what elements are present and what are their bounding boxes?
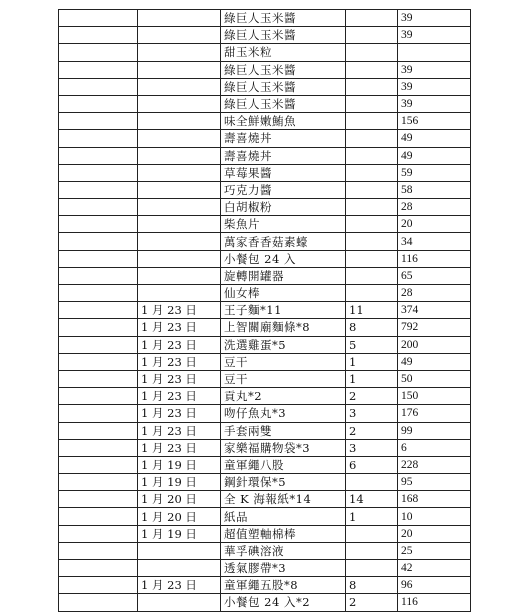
table-row xyxy=(59,78,471,95)
blank-cell xyxy=(59,370,138,387)
date-cell xyxy=(138,285,221,302)
amount-cell: 20 xyxy=(398,216,471,233)
blank-cell xyxy=(59,405,138,422)
date-cell xyxy=(138,95,221,112)
amount-cell: 156 xyxy=(398,113,471,130)
table-row xyxy=(59,370,471,387)
quantity-cell xyxy=(346,130,398,147)
amount-cell: 49 xyxy=(398,147,471,164)
date-cell: 1 月 23 日 xyxy=(138,388,221,405)
amount-cell: 150 xyxy=(398,388,471,405)
blank-cell xyxy=(59,474,138,491)
table-row xyxy=(59,216,471,233)
table-row xyxy=(59,525,471,542)
blank-cell xyxy=(59,216,138,233)
blank-cell xyxy=(59,250,138,267)
item-cell: 鋼針環保*5 xyxy=(221,474,346,491)
table-row xyxy=(59,319,471,336)
amount-cell: 168 xyxy=(398,491,471,508)
amount-cell: 20 xyxy=(398,525,471,542)
blank-cell xyxy=(59,267,138,284)
table-row xyxy=(59,95,471,112)
blank-cell xyxy=(59,542,138,559)
item-cell: 味全鮮嫩鮪魚 xyxy=(221,113,346,130)
item-cell: 小餐包 24 入*2 xyxy=(221,594,346,611)
table-row xyxy=(59,508,471,525)
item-cell: 壽喜燒丼 xyxy=(221,147,346,164)
table-row xyxy=(59,474,471,491)
date-cell xyxy=(138,130,221,147)
blank-cell xyxy=(59,508,138,525)
amount-cell: 42 xyxy=(398,560,471,577)
item-cell: 王子麵*11 xyxy=(221,302,346,319)
date-cell xyxy=(138,61,221,78)
date-cell xyxy=(138,594,221,611)
table-row xyxy=(59,577,471,594)
amount-cell: 58 xyxy=(398,181,471,198)
amount-cell: 99 xyxy=(398,422,471,439)
blank-cell xyxy=(59,27,138,44)
quantity-cell xyxy=(346,44,398,61)
quantity-cell xyxy=(346,474,398,491)
date-cell xyxy=(138,233,221,250)
item-cell: 綠巨人玉米醬 xyxy=(221,10,346,27)
date-cell: 1 月 19 日 xyxy=(138,525,221,542)
amount-cell: 34 xyxy=(398,233,471,250)
amount-cell: 28 xyxy=(398,285,471,302)
date-cell xyxy=(138,250,221,267)
date-cell xyxy=(138,113,221,130)
table-row xyxy=(59,130,471,147)
quantity-cell: 14 xyxy=(346,491,398,508)
blank-cell xyxy=(59,78,138,95)
item-cell: 紙品 xyxy=(221,508,346,525)
quantity-cell: 2 xyxy=(346,422,398,439)
item-cell: 壽喜燒丼 xyxy=(221,130,346,147)
blank-cell xyxy=(59,181,138,198)
blank-cell xyxy=(59,353,138,370)
table-row xyxy=(59,233,471,250)
blank-cell xyxy=(59,285,138,302)
item-cell: 仙女棒 xyxy=(221,285,346,302)
quantity-cell: 11 xyxy=(346,302,398,319)
date-cell xyxy=(138,542,221,559)
blank-cell xyxy=(59,95,138,112)
item-cell: 綠巨人玉米醬 xyxy=(221,61,346,78)
amount-cell: 50 xyxy=(398,370,471,387)
table-row xyxy=(59,302,471,319)
quantity-cell: 3 xyxy=(346,405,398,422)
table-row xyxy=(59,285,471,302)
quantity-cell: 1 xyxy=(346,353,398,370)
date-cell: 1 月 19 日 xyxy=(138,474,221,491)
table-row xyxy=(59,267,471,284)
table-row xyxy=(59,164,471,181)
date-cell xyxy=(138,267,221,284)
amount-cell: 116 xyxy=(398,250,471,267)
item-cell: 綠巨人玉米醬 xyxy=(221,27,346,44)
blank-cell xyxy=(59,199,138,216)
blank-cell xyxy=(59,577,138,594)
blank-cell xyxy=(59,61,138,78)
table-row xyxy=(59,353,471,370)
item-cell: 全 K 海報紙*14 xyxy=(221,491,346,508)
date-cell: 1 月 23 日 xyxy=(138,439,221,456)
table-row xyxy=(59,199,471,216)
date-cell xyxy=(138,199,221,216)
table-row xyxy=(59,61,471,78)
quantity-cell: 8 xyxy=(346,319,398,336)
item-cell: 巧克力醬 xyxy=(221,181,346,198)
amount-cell: 228 xyxy=(398,456,471,473)
item-cell: 貢丸*2 xyxy=(221,388,346,405)
quantity-cell xyxy=(346,216,398,233)
quantity-cell xyxy=(346,113,398,130)
table-row xyxy=(59,44,471,61)
item-cell: 萬家香香菇素蠔 xyxy=(221,233,346,250)
date-cell: 1 月 23 日 xyxy=(138,370,221,387)
amount-cell: 49 xyxy=(398,353,471,370)
blank-cell xyxy=(59,422,138,439)
quantity-cell: 5 xyxy=(346,336,398,353)
table-row xyxy=(59,422,471,439)
blank-cell xyxy=(59,113,138,130)
quantity-cell xyxy=(346,542,398,559)
table-row xyxy=(59,456,471,473)
amount-cell: 25 xyxy=(398,542,471,559)
item-cell: 超值塑軸棉棒 xyxy=(221,525,346,542)
amount-cell: 49 xyxy=(398,130,471,147)
amount-cell: 39 xyxy=(398,95,471,112)
table-row xyxy=(59,405,471,422)
date-cell: 1 月 23 日 xyxy=(138,422,221,439)
blank-cell xyxy=(59,439,138,456)
quantity-cell: 1 xyxy=(346,508,398,525)
amount-cell: 792 xyxy=(398,319,471,336)
table-row xyxy=(59,560,471,577)
amount-cell: 65 xyxy=(398,267,471,284)
amount-cell xyxy=(398,44,471,61)
item-cell: 童軍繩五股*8 xyxy=(221,577,346,594)
amount-cell: 95 xyxy=(398,474,471,491)
date-cell xyxy=(138,10,221,27)
table-row xyxy=(59,542,471,559)
date-cell: 1 月 23 日 xyxy=(138,302,221,319)
item-cell: 豆干 xyxy=(221,353,346,370)
amount-cell: 39 xyxy=(398,61,471,78)
date-cell: 1 月 20 日 xyxy=(138,508,221,525)
item-cell: 洗選雞蛋*5 xyxy=(221,336,346,353)
amount-cell: 28 xyxy=(398,199,471,216)
date-cell: 1 月 23 日 xyxy=(138,405,221,422)
quantity-cell xyxy=(346,61,398,78)
quantity-cell xyxy=(346,233,398,250)
amount-cell: 176 xyxy=(398,405,471,422)
table-row xyxy=(59,147,471,164)
date-cell xyxy=(138,216,221,233)
item-cell: 白胡椒粉 xyxy=(221,199,346,216)
table-row xyxy=(59,439,471,456)
item-cell: 旋轉開罐器 xyxy=(221,267,346,284)
date-cell xyxy=(138,44,221,61)
amount-cell: 10 xyxy=(398,508,471,525)
expense-table-body xyxy=(59,10,471,612)
table-row xyxy=(59,491,471,508)
date-cell xyxy=(138,560,221,577)
quantity-cell: 2 xyxy=(346,388,398,405)
date-cell: 1 月 23 日 xyxy=(138,577,221,594)
item-cell: 吻仔魚丸*3 xyxy=(221,405,346,422)
quantity-cell xyxy=(346,27,398,44)
blank-cell xyxy=(59,233,138,250)
blank-cell xyxy=(59,456,138,473)
table-row xyxy=(59,336,471,353)
blank-cell xyxy=(59,560,138,577)
table-row xyxy=(59,181,471,198)
date-cell xyxy=(138,78,221,95)
quantity-cell xyxy=(346,267,398,284)
date-cell: 1 月 23 日 xyxy=(138,319,221,336)
date-cell: 1 月 20 日 xyxy=(138,491,221,508)
quantity-cell xyxy=(346,10,398,27)
table-row xyxy=(59,388,471,405)
amount-cell: 6 xyxy=(398,439,471,456)
item-cell: 甜玉米粒 xyxy=(221,44,346,61)
blank-cell xyxy=(59,319,138,336)
amount-cell: 200 xyxy=(398,336,471,353)
blank-cell xyxy=(59,491,138,508)
item-cell: 柴魚片 xyxy=(221,216,346,233)
expense-table xyxy=(58,9,471,612)
amount-cell: 59 xyxy=(398,164,471,181)
blank-cell xyxy=(59,164,138,181)
blank-cell xyxy=(59,10,138,27)
blank-cell xyxy=(59,388,138,405)
quantity-cell xyxy=(346,199,398,216)
table-row xyxy=(59,594,471,611)
item-cell: 豆干 xyxy=(221,370,346,387)
item-cell: 華孚碘溶液 xyxy=(221,542,346,559)
quantity-cell: 6 xyxy=(346,456,398,473)
item-cell: 家樂福購物袋*3 xyxy=(221,439,346,456)
amount-cell: 39 xyxy=(398,78,471,95)
quantity-cell xyxy=(346,147,398,164)
quantity-cell: 1 xyxy=(346,370,398,387)
quantity-cell: 8 xyxy=(346,577,398,594)
table-row xyxy=(59,250,471,267)
quantity-cell xyxy=(346,285,398,302)
quantity-cell xyxy=(346,181,398,198)
blank-cell xyxy=(59,147,138,164)
blank-cell xyxy=(59,130,138,147)
quantity-cell xyxy=(346,164,398,181)
amount-cell: 374 xyxy=(398,302,471,319)
item-cell: 綠巨人玉米醬 xyxy=(221,95,346,112)
item-cell: 小餐包 24 入 xyxy=(221,250,346,267)
date-cell: 1 月 19 日 xyxy=(138,456,221,473)
table-row xyxy=(59,113,471,130)
blank-cell xyxy=(59,44,138,61)
date-cell xyxy=(138,147,221,164)
date-cell xyxy=(138,181,221,198)
quantity-cell xyxy=(346,525,398,542)
quantity-cell xyxy=(346,95,398,112)
blank-cell xyxy=(59,302,138,319)
amount-cell: 96 xyxy=(398,577,471,594)
quantity-cell xyxy=(346,560,398,577)
item-cell: 草莓果醬 xyxy=(221,164,346,181)
table-row xyxy=(59,27,471,44)
item-cell: 手套兩雙 xyxy=(221,422,346,439)
blank-cell xyxy=(59,525,138,542)
item-cell: 童軍繩八股 xyxy=(221,456,346,473)
item-cell: 上智關廟麵條*8 xyxy=(221,319,346,336)
table-row xyxy=(59,10,471,27)
amount-cell: 39 xyxy=(398,10,471,27)
amount-cell: 116 xyxy=(398,594,471,611)
item-cell: 綠巨人玉米醬 xyxy=(221,78,346,95)
amount-cell: 39 xyxy=(398,27,471,44)
date-cell: 1 月 23 日 xyxy=(138,353,221,370)
blank-cell xyxy=(59,336,138,353)
date-cell: 1 月 23 日 xyxy=(138,336,221,353)
date-cell xyxy=(138,164,221,181)
quantity-cell: 2 xyxy=(346,594,398,611)
quantity-cell: 3 xyxy=(346,439,398,456)
quantity-cell xyxy=(346,250,398,267)
quantity-cell xyxy=(346,78,398,95)
date-cell xyxy=(138,27,221,44)
item-cell: 透氣膠帶*3 xyxy=(221,560,346,577)
blank-cell xyxy=(59,594,138,611)
